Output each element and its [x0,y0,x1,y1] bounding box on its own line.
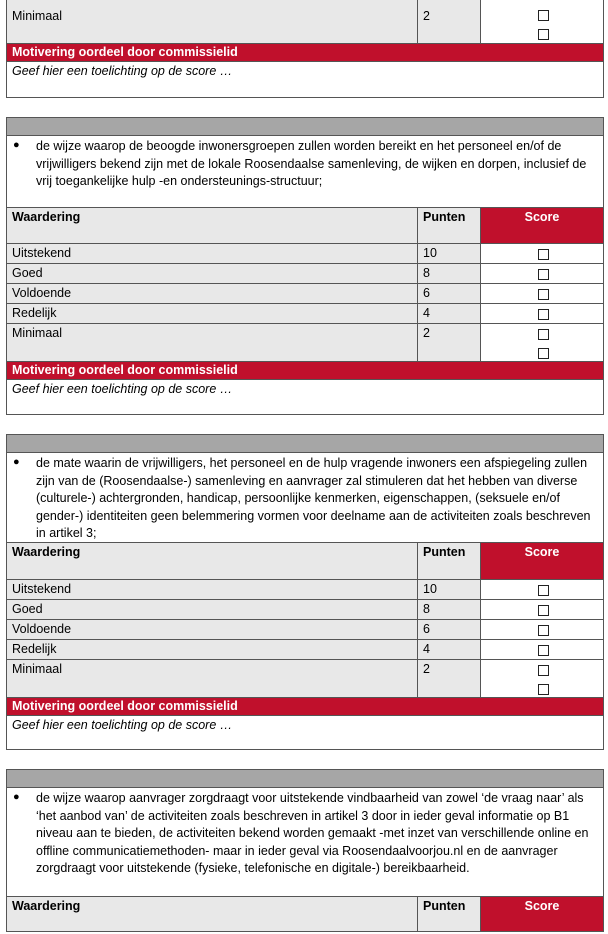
score-checkbox[interactable] [538,249,549,260]
criterion-text: de wijze waarop aanvrager zorgdraagt voor uitstekende vindbaarheid van zowel ‘de vraag naar’ als ‘het aanbod van’ de activiteiten zoals beschreven in artikel 3 door in ieder geval informatie op B1 niveau aan te bieden, de activiteiten bekend worden gemaakt -met inzet van verschillende online en offline communicatiemethoden- maar in ieder geval via Roosendaalvoorjou.nl en de aanvrager zorgdraagt voor uitstekende (fysieke, telefonische en digitale-) bereikbaarheid. [36,791,589,876]
rating-cell: Redelijk [6,639,418,660]
points-cell: 6 [417,619,481,640]
rating-cell: Voldoende [6,619,418,640]
score-checkbox[interactable] [538,29,549,40]
header-points: Punten [417,542,481,580]
header-points: Punten [417,896,481,932]
score-checkbox[interactable] [538,269,549,280]
header-rating: Waardering [6,207,418,244]
points-cell: 10 [417,243,481,264]
header-points: Punten [417,207,481,244]
bullet-icon: ● [13,139,20,151]
rating-cell: Goed [6,599,418,620]
bullet-icon: ● [13,456,20,468]
score-checkbox[interactable] [538,684,549,695]
score-cell [480,659,604,698]
section-header-bar [6,434,604,453]
header-score: Score [480,207,604,244]
header-rating: Waardering [6,542,418,580]
rating-cell: Uitstekend [6,579,418,600]
score-cell [480,243,604,264]
points-cell: 6 [417,283,481,304]
points-cell: 8 [417,263,481,284]
score-checkbox[interactable] [538,645,549,656]
score-checkbox[interactable] [538,329,549,340]
score-cell [480,619,604,640]
rating-cell: Minimaal [6,323,418,362]
rating-cell: Goed [6,263,418,284]
rating-cell [6,0,418,44]
score-checkbox[interactable] [538,665,549,676]
criterion-cell [6,787,604,897]
score-checkbox[interactable] [538,10,549,21]
score-checkbox[interactable] [538,309,549,320]
motivation-input[interactable]: Geef hier een toelichting op de score … [6,61,604,98]
rating-cell: Voldoende [6,283,418,304]
header-score: Score [480,542,604,580]
rating-cell: Redelijk [6,303,418,324]
score-cell [480,639,604,660]
score-cell [480,263,604,284]
header-score: Score [480,896,604,932]
rating-points: 2 [423,9,430,23]
motivation-header: Motivering oordeel door commissielid [6,361,604,380]
bullet-icon: ● [13,791,20,803]
score-cell [480,0,604,44]
points-cell [417,0,481,44]
points-cell: 8 [417,599,481,620]
score-checkbox[interactable] [538,348,549,359]
points-cell: 4 [417,303,481,324]
score-checkbox[interactable] [538,585,549,596]
criterion-cell [6,452,604,544]
section-header-bar [6,769,604,788]
motivation-header: Motivering oordeel door commissielid [6,697,604,716]
score-cell [480,323,604,362]
rating-cell: Minimaal [6,659,418,698]
motivation-input[interactable]: Geef hier een toelichting op de score … [6,715,604,750]
rating-cell: Uitstekend [6,243,418,264]
points-cell: 4 [417,639,481,660]
score-checkbox[interactable] [538,289,549,300]
score-cell [480,283,604,304]
criterion-text: de wijze waarop de beoogde inwonersgroepen zullen worden bereikt en het personeel en/of de vrijwilligers bekend zijn met de lokale Roosendaalse samenleving, de wijken en dorpen, inclusief de vrij toegankelijke hulp -en ondersteunings-structuur; [36,139,587,189]
score-cell [480,599,604,620]
motivation-input[interactable]: Geef hier een toelichting op de score … [6,379,604,415]
header-rating: Waardering [6,896,418,932]
score-checkbox[interactable] [538,625,549,636]
rating-label: Minimaal [12,9,63,23]
motivation-header: Motivering oordeel door commissielid [6,43,604,62]
score-cell [480,303,604,324]
points-cell: 2 [417,659,481,698]
score-cell [480,579,604,600]
points-cell: 2 [417,323,481,362]
score-checkbox[interactable] [538,605,549,616]
criterion-text: de mate waarin de vrijwilligers, het personeel en de hulp vragende inwoners een afspiegeling zullen zijn van de (Roosendaalse-) samenleving en aanvrager zal stimuleren dat het hebben van diverse (culturele-) achtergronden, handicap, persoonlijke kenmerken, eigenschappen, (seksuele en/of gender-) identiteiten geen belemmering vormen voor deelname aan de activiteiten zoals beschreven in artikel 3; [36,456,591,541]
points-cell: 10 [417,579,481,600]
section-header-bar [6,117,604,136]
